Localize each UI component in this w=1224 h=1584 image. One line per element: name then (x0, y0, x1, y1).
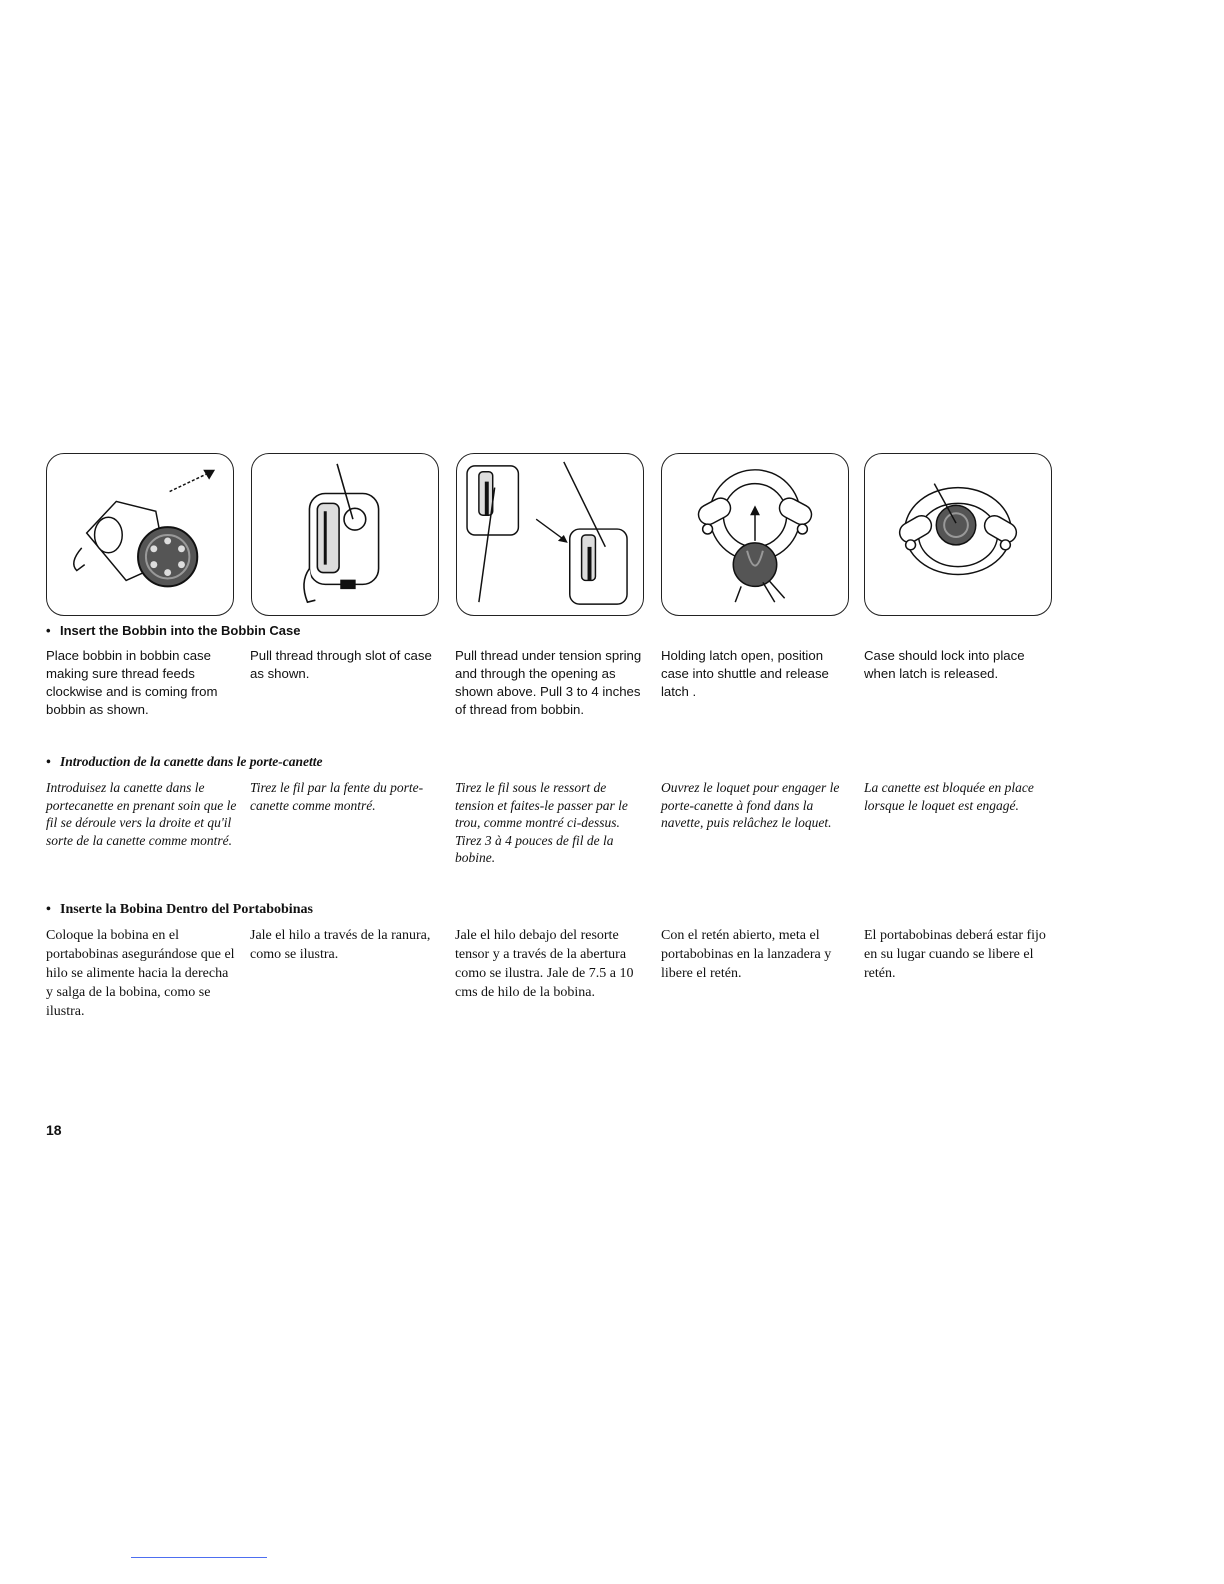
step-4-text-english: Holding latch open, position case into shuttle and release latch . (661, 648, 829, 699)
step-1-text-english: Place bobbin in bobbin case making sure thread feeds clockwise and is coming from bobbin as shown. (46, 648, 218, 717)
step-2-text-english: Pull thread through slot of case as shown. (250, 648, 432, 681)
thread-through-slot-illustration (251, 453, 439, 616)
step-3-text-spanish: Jale el hilo debajo del resorte tensor y a través de la abertura como se ilustra. Jale de 7.5 a 10 cms de hilo de la bobina. (455, 928, 634, 1000)
step-5-text-english: Case should lock into place when latch is released. (864, 648, 1025, 681)
section-heading-french: • Introduction de la canette dans le porte-canette (46, 754, 323, 769)
case-locked-illustration (864, 453, 1052, 616)
step-1-text-french: Introduisez la canette dans le portecanette en prenant soin que le fil se déroule vers la droite et qu'il sorte de la canette comme montré. (46, 780, 237, 848)
section-heading-spanish: • Inserte la Bobina Dentro del Portabobinas (46, 902, 313, 917)
page-number: 18 (46, 1122, 62, 1138)
section-heading-english: • Insert the Bobbin into the Bobbin Case (46, 623, 301, 638)
step-5-text-spanish: El portabobinas deberá estar fijo en su lugar cuando se libere el retén. (864, 928, 1046, 981)
bullet-icon: • (46, 623, 51, 638)
step-3-text-english: Pull thread under tension spring and through the opening as shown above. Pull 3 to 4 inches of thread from bobbin. (455, 648, 642, 717)
bobbin-into-case-illustration (46, 453, 234, 616)
bullet-icon: • (46, 902, 51, 917)
step-3-text-french: Tirez le fil sous le ressort de tension et faites-le passer par le trou, comme montré ci-dessus. Tirez 3 à 4 pouces de fil de la bobine. (455, 780, 628, 865)
bullet-icon: • (46, 754, 51, 769)
case-into-shuttle-illustration (661, 453, 849, 616)
step-2-text-spanish: Jale el hilo a través de la ranura, como se ilustra. (250, 928, 431, 962)
step-4-text-spanish: Con el retén abierto, meta el portabobinas en la lanzadera y libere el retén. (661, 928, 832, 981)
step-5-text-french: La canette est bloquée en place lorsque le loquet est engagé. (864, 780, 1034, 813)
thread-under-tension-spring-illustration (456, 453, 644, 616)
step-2-text-french: Tirez le fil par la fente du porte-canette comme montré. (250, 780, 424, 813)
step-1-text-spanish: Coloque la bobina en el portabobinas asegurándose que el hilo se alimente hacia la derecha y salga de la bobina, como se ilustra. (46, 928, 235, 1019)
step-4-text-french: Ouvrez le loquet pour engager le porte-canette à fond dans la navette, puis relâchez le loquet. (661, 780, 840, 830)
footer-rule (131, 1557, 267, 1558)
